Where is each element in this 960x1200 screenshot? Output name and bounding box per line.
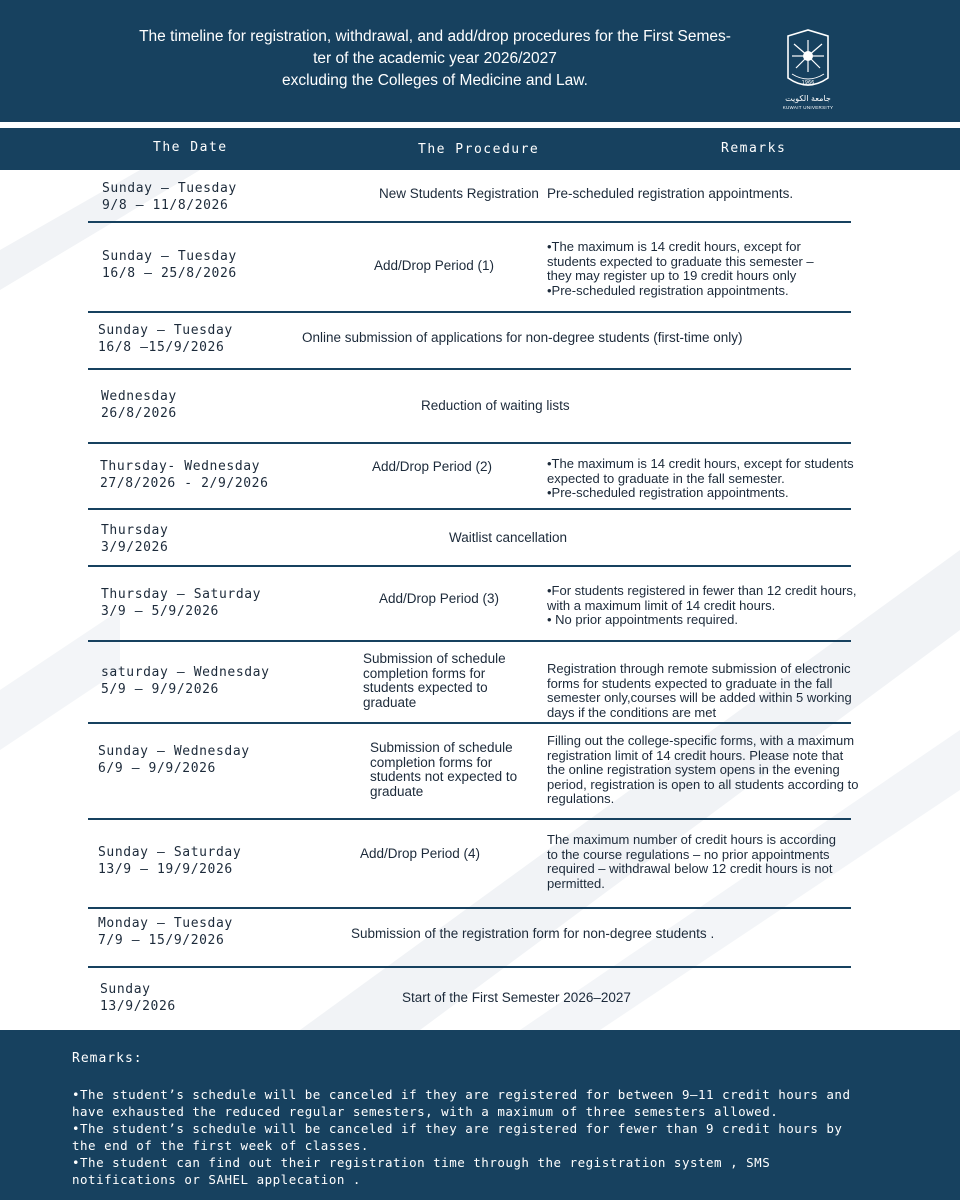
row-procedure: Online submission of applications for non-degree students (first-time only) [302, 330, 743, 345]
row-date: Sunday – Tuesday 9/8 – 11/8/2026 [102, 181, 237, 213]
column-header-procedure: The Procedure [418, 142, 540, 157]
row-remarks: •The maximum is 14 credit hours, except for students expected to graduate in the fall semester. •Pre-scheduled registration appointments. [547, 456, 854, 500]
row-remarks: The maximum number of credit hours is according to the course regulations – no prior appointments required – withdrawal below 12 credit hours is not permitted. [547, 832, 837, 891]
row-date: Thursday- Wednesday 27/8/2026 - 2/9/2026 [100, 459, 269, 491]
row-date: saturday – Wednesday 5/9 – 9/9/2026 [101, 665, 270, 697]
row-procedure: Add/Drop Period (3) [379, 591, 500, 606]
row-remarks: •For students registered in fewer than 12 credit hours, with a maximum limit of 14 credit hours. • No prior appointments required. [547, 583, 857, 627]
row-date: Sunday 13/9/2026 [100, 982, 176, 1014]
row-procedure: Add/Drop Period (4) [360, 846, 481, 861]
row-remarks: Pre-scheduled registration appointments. [547, 186, 794, 201]
row-remarks: Registration through remote submission of electronic forms for students expected to graduate in the fall semester only,courses will be added within 5 working days if the conditions are met [547, 661, 852, 720]
remark-note: •The student’s schedule will be canceled if they are registered for between 9–11 credit hours and have exhausted the reduced regular semesters, with a maximum of three semesters allowed. [72, 1087, 851, 1119]
row-procedure: Submission of schedule completion forms for students expected to graduate [363, 651, 506, 710]
remarks-footer [0, 1030, 960, 1200]
row-divider [88, 722, 851, 724]
row-date: Sunday – Tuesday 16/8 – 25/8/2026 [102, 249, 237, 281]
row-divider [88, 221, 851, 223]
row-divider [88, 508, 851, 510]
row-divider [88, 818, 851, 820]
row-divider [88, 640, 851, 642]
page-title: The timeline for registration, withdrawal, and add/drop procedures for the First Semes- ter of the academic year 2026/2027 excluding the Colleges of Medicine and Law. [139, 28, 731, 89]
remarks-notes [72, 1086, 852, 1188]
row-divider [88, 442, 851, 444]
row-date: Sunday – Wednesday 6/9 – 9/9/2026 [98, 744, 250, 776]
logo-english-text: KUWAIT UNIVERSITY [782, 105, 834, 110]
row-procedure: Start of the First Semester 2026–2027 [402, 990, 631, 1005]
row-procedure: Add/Drop Period (2) [372, 459, 493, 474]
row-date: Monday – Tuesday 7/9 – 15/9/2026 [98, 916, 233, 948]
remark-note: •The student can find out their registration time through the registration system , SMS notifications or SAHEL applecation . [72, 1155, 771, 1187]
row-date: Wednesday 26/8/2026 [101, 389, 177, 421]
row-date: Sunday – Tuesday 16/8 –15/9/2026 [98, 323, 233, 355]
row-remarks: Filling out the college-specific forms, with a maximum registration limit of 14 credit hours. Please note that the online registration system opens in the evening period, registration is open to all students according to regulations. [547, 733, 859, 806]
page-header [0, 0, 960, 122]
row-divider [88, 966, 851, 968]
row-divider [88, 311, 851, 313]
row-date: Thursday 3/9/2026 [101, 523, 169, 555]
row-procedure: Submission of the registration form for non-degree students . [351, 926, 715, 941]
row-divider [88, 565, 851, 567]
column-header-date: The Date [153, 140, 228, 155]
row-procedure: Add/Drop Period (1) [374, 258, 495, 273]
row-divider [88, 368, 851, 370]
row-date: Thursday – Saturday 3/9 – 5/9/2026 [101, 587, 262, 619]
row-remarks: •The maximum is 14 credit hours, except for students expected to graduate this semester – they may register up to 19 credit hours only •Pre-scheduled registration appointments. [547, 239, 814, 298]
row-date: Sunday – Saturday 13/9 – 19/9/2026 [98, 845, 242, 877]
row-procedure: Reduction of waiting lists [421, 398, 570, 413]
remarks-title: Remarks: [72, 1051, 143, 1066]
row-procedure: Submission of schedule completion forms for students not expected to graduate [370, 740, 518, 799]
logo-arabic-text: جامعة الكويت [785, 94, 831, 103]
remark-note: •The student’s schedule will be canceled if they are registered for fewer than 9 credit hours by the end of the first week of classes. [72, 1121, 843, 1153]
row-procedure: New Students Registration [379, 186, 539, 201]
column-header-remarks: Remarks [721, 141, 787, 156]
row-divider [88, 907, 851, 909]
table-header [0, 128, 960, 170]
logo-year: 1966 [801, 80, 815, 86]
row-procedure: Waitlist cancellation [449, 530, 568, 545]
